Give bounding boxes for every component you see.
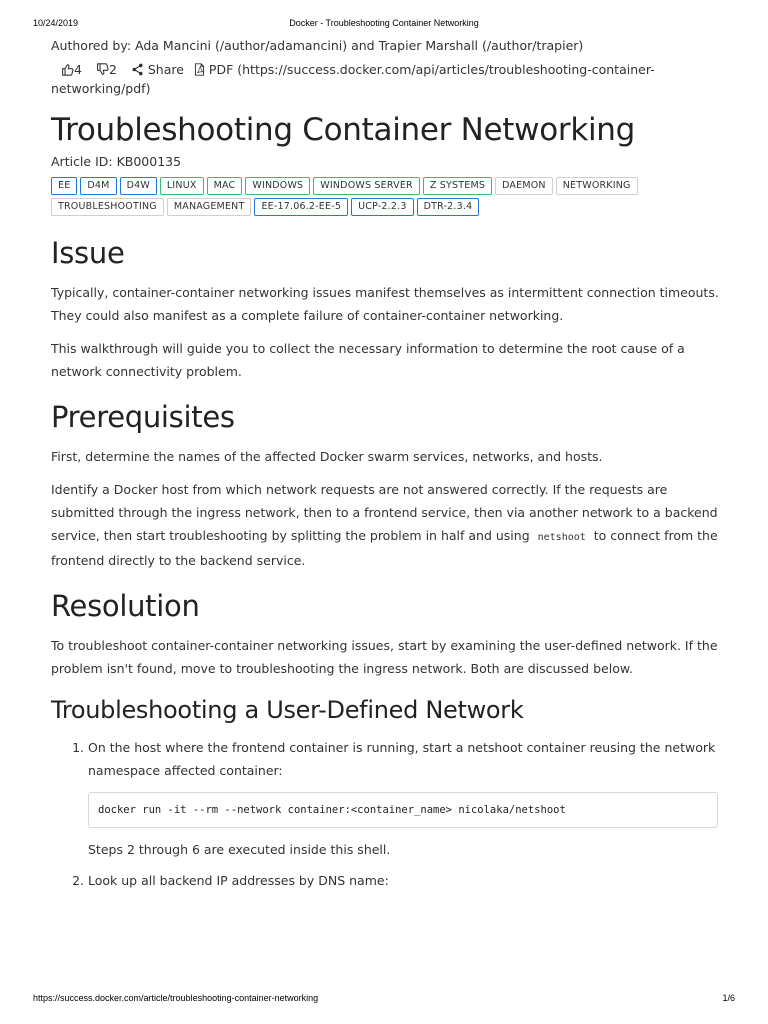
step-item xyxy=(88,869,721,892)
tag-badge[interactable]: WINDOWS SERVER xyxy=(313,177,420,195)
tag-badge[interactable]: LINUX xyxy=(160,177,204,195)
resolution-heading: Resolution xyxy=(51,589,200,623)
print-title: Docker - Troubleshooting Container Networking xyxy=(289,18,479,28)
thumbs-down-icon xyxy=(96,63,109,76)
pdf-label-continued[interactable]: networking/pdf) xyxy=(51,81,151,96)
article-actions xyxy=(51,60,721,98)
step-1-text: On the host where the frontend container is running, start a netshoot container reusing the network namespace affected container: xyxy=(88,740,716,778)
authors-line: Authored by: Ada Mancini (/author/adamancini) and Trapier Marshall (/author/trapier) xyxy=(51,38,584,53)
prerequisites-text-after: to connect from the frontend directly to the backend service. xyxy=(51,528,718,568)
tag-badge[interactable]: EE-17.06.2-EE-5 xyxy=(254,198,348,216)
tag-list xyxy=(51,177,691,219)
pdf-label: PDF (https://success.docker.com/api/articles/troubleshooting-container- xyxy=(208,62,655,77)
tag-badge[interactable]: D4W xyxy=(120,177,157,195)
docker-run-code-block[interactable]: docker run -it --rm --network container:<container_name> nicolaka/netshoot xyxy=(88,792,718,828)
tag-badge[interactable]: D4M xyxy=(80,177,116,195)
dislike-button[interactable] xyxy=(96,60,117,79)
tag-badge[interactable]: DAEMON xyxy=(495,177,553,195)
steps-list xyxy=(51,736,721,892)
print-header xyxy=(0,18,768,30)
tag-badge[interactable]: NETWORKING xyxy=(556,177,638,195)
netshoot-inline-code: netshoot xyxy=(537,532,586,543)
step-item xyxy=(88,736,721,861)
tag-badge[interactable]: MANAGEMENT xyxy=(167,198,252,216)
prerequisites-text-before: Identify a Docker host from which network requests are not answered correctly. If the requests are submitted through the ingress network, then to a frontend service, then via another network to a backend service, then start troubleshooting by splitting the problem in half and using xyxy=(51,482,718,543)
pdf-link[interactable] xyxy=(194,60,655,79)
issue-paragraph-2: This walkthrough will guide you to collect the necessary information to determine the root cause of a network connectivity problem. xyxy=(51,341,685,379)
step-2-text: Look up all backend IP addresses by DNS name: xyxy=(88,873,389,888)
step-1-note: Steps 2 through 6 are executed inside this shell. xyxy=(88,842,391,857)
print-url: https://success.docker.com/article/troubleshooting-container-networking xyxy=(33,993,319,1003)
tag-badge[interactable]: WINDOWS xyxy=(245,177,310,195)
like-count: 4 xyxy=(74,62,82,77)
share-icon xyxy=(131,63,144,76)
article-id: Article ID: KB000135 xyxy=(51,154,182,169)
print-date: 10/24/2019 xyxy=(33,18,79,28)
share-label: Share xyxy=(147,62,184,77)
tag-badge[interactable]: Z SYSTEMS xyxy=(423,177,492,195)
thumbs-up-icon xyxy=(61,63,74,76)
print-footer xyxy=(0,993,768,1005)
like-button[interactable] xyxy=(61,60,82,79)
tag-badge[interactable]: UCP-2.2.3 xyxy=(351,198,414,216)
dislike-count: 2 xyxy=(108,62,117,77)
tag-badge[interactable]: TROUBLESHOOTING xyxy=(51,198,164,216)
issue-heading: Issue xyxy=(51,236,125,270)
article-content xyxy=(51,37,721,900)
tag-badge[interactable]: MAC xyxy=(207,177,243,195)
tag-badge[interactable]: EE xyxy=(51,177,77,195)
user-defined-network-heading: Troubleshooting a User-Defined Network xyxy=(51,696,524,724)
issue-paragraph-1: Typically, container-container networking issues manifest themselves as intermittent connection timeouts. They could also manifest as a complete failure of container-container networking. xyxy=(51,285,719,323)
prerequisites-heading: Prerequisites xyxy=(51,400,235,434)
prerequisites-paragraph-1: First, determine the names of the affected Docker swarm services, networks, and hosts. xyxy=(51,449,603,464)
prerequisites-paragraph-2 xyxy=(51,478,721,572)
file-pdf-icon xyxy=(194,63,205,76)
article-title: Troubleshooting Container Networking xyxy=(51,112,636,148)
tag-badge[interactable]: DTR-2.3.4 xyxy=(417,198,480,216)
resolution-paragraph: To troubleshoot container-container networking issues, start by examining the user-defined network. If the problem isn't found, move to troubleshooting the ingress network. Both are discussed below. xyxy=(51,638,718,676)
share-button[interactable] xyxy=(131,60,184,79)
print-page-number: 1/6 xyxy=(722,993,735,1003)
